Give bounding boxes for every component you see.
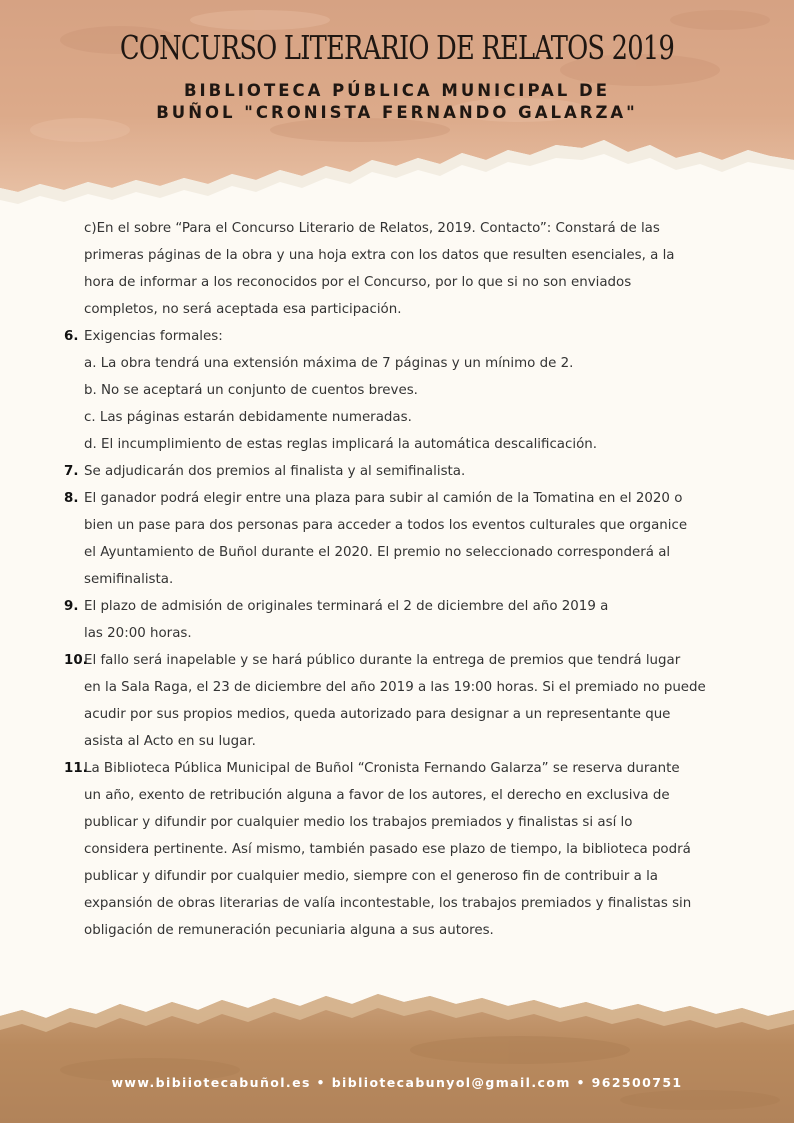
rule-line: c. Las páginas estarán debidamente numeradas. [84, 410, 412, 425]
rule-line: Se adjudicarán dos premios al finalista y al semifinalista. [84, 464, 466, 479]
rule-line: El plazo de admisión de originales terminará el 2 de diciembre del año 2019 a [84, 599, 609, 614]
rule-line: a. La obra tendrá una extensión máxima de 7 páginas y un mínimo de 2. [84, 356, 574, 371]
page-title: CONCURSO LITERARIO DE RELATOS 2019 [119, 28, 675, 67]
rule-number: 11. [64, 761, 88, 776]
rule-number: 9. [64, 599, 79, 614]
rule-line: obligación de remuneración pecuniaria alguna a sus autores. [84, 923, 494, 938]
intro-line: hora de informar a los reconocidos por el Concurso, por lo que si no son enviados [84, 275, 632, 290]
rule-line: La Biblioteca Pública Municipal de Buñol “Cronista Fernando Galarza” se reserva durante [84, 761, 680, 776]
rule-item-9 [0, 593, 794, 647]
intro-line: primeras páginas de la obra y una hoja extra con los datos que resulten esenciales, a la [84, 248, 675, 263]
rule-line: Exigencias formales: [84, 329, 223, 344]
rule-line: en la Sala Raga, el 23 de diciembre del año 2019 a las 19:00 horas. Si el premiado no puede [84, 680, 706, 695]
rule-number: 8. [64, 491, 79, 506]
rule-line: el Ayuntamiento de Buñol durante el 2020. El premio no seleccionado corresponderá al [84, 545, 671, 560]
rule-line: expansión de obras literarias de valía incontestable, los trabajos premiados y finalistas sin [84, 896, 692, 911]
intro-paragraph [0, 215, 794, 323]
rule-line: El ganador podrá elegir entre una plaza para subir al camión de la Tomatina en el 2020 o [84, 491, 683, 506]
rule-line: asista al Acto en su lugar. [84, 734, 256, 749]
rule-line: publicar y difundir por cualquier medio, siempre con el generoso fin de contribuir a la [84, 869, 659, 884]
intro-line: completos, no será aceptada esa participación. [84, 302, 402, 317]
rule-line: semifinalista. [84, 572, 174, 587]
rule-line: d. El incumplimiento de estas reglas implicará la automática descalificación. [84, 437, 598, 452]
page-subtitle-line-1: BIBLIOTECA PÚBLICA MUNICIPAL DE [183, 81, 611, 100]
rule-line: El fallo será inapelable y se hará público durante la entrega de premios que tendrá lugar [84, 653, 681, 668]
rule-line: bien un pase para dos personas para acceder a todos los eventos culturales que organice [84, 518, 688, 533]
torn-paper-footer [0, 990, 794, 1123]
rule-number: 6. [64, 329, 79, 344]
rule-item-6 [0, 323, 794, 458]
rule-line: un año, exento de retribución alguna a favor de los autores, el derecho en exclusiva de [84, 788, 670, 803]
rule-line: b. No se aceptará un conjunto de cuentos breves. [84, 383, 418, 398]
rule-item-7 [0, 458, 794, 485]
rule-item-10 [0, 647, 794, 755]
page-subtitle-line-2: BUÑOL "CRONISTA FERNANDO GALARZA" [156, 103, 638, 122]
rule-item-11 [0, 755, 794, 944]
rule-line: considera pertinente. Así mismo, también pasado ese plazo de tiempo, la biblioteca podrá [84, 842, 691, 857]
rule-number: 10. [64, 653, 88, 668]
rule-line: acudir por sus propios medios, queda autorizado para designar a un representante que [84, 707, 671, 722]
torn-paper-footer-background [0, 990, 794, 1123]
rules-body [0, 215, 794, 944]
torn-paper-header [0, 0, 794, 215]
rule-line: publicar y difundir por cualquier medio los trabajos premiados y finalistas si así lo [84, 815, 633, 830]
footer-contact: www.bibiiotecabuñol.es • bibliotecabunyol@gmail.com • 962500751 [111, 1075, 683, 1090]
rule-line: las 20:00 horas. [84, 626, 192, 641]
rule-item-8 [0, 485, 794, 593]
intro-line: c)En el sobre “Para el Concurso Literario de Relatos, 2019. Contacto”: Constará de las [84, 221, 660, 236]
rule-number: 7. [64, 464, 79, 479]
